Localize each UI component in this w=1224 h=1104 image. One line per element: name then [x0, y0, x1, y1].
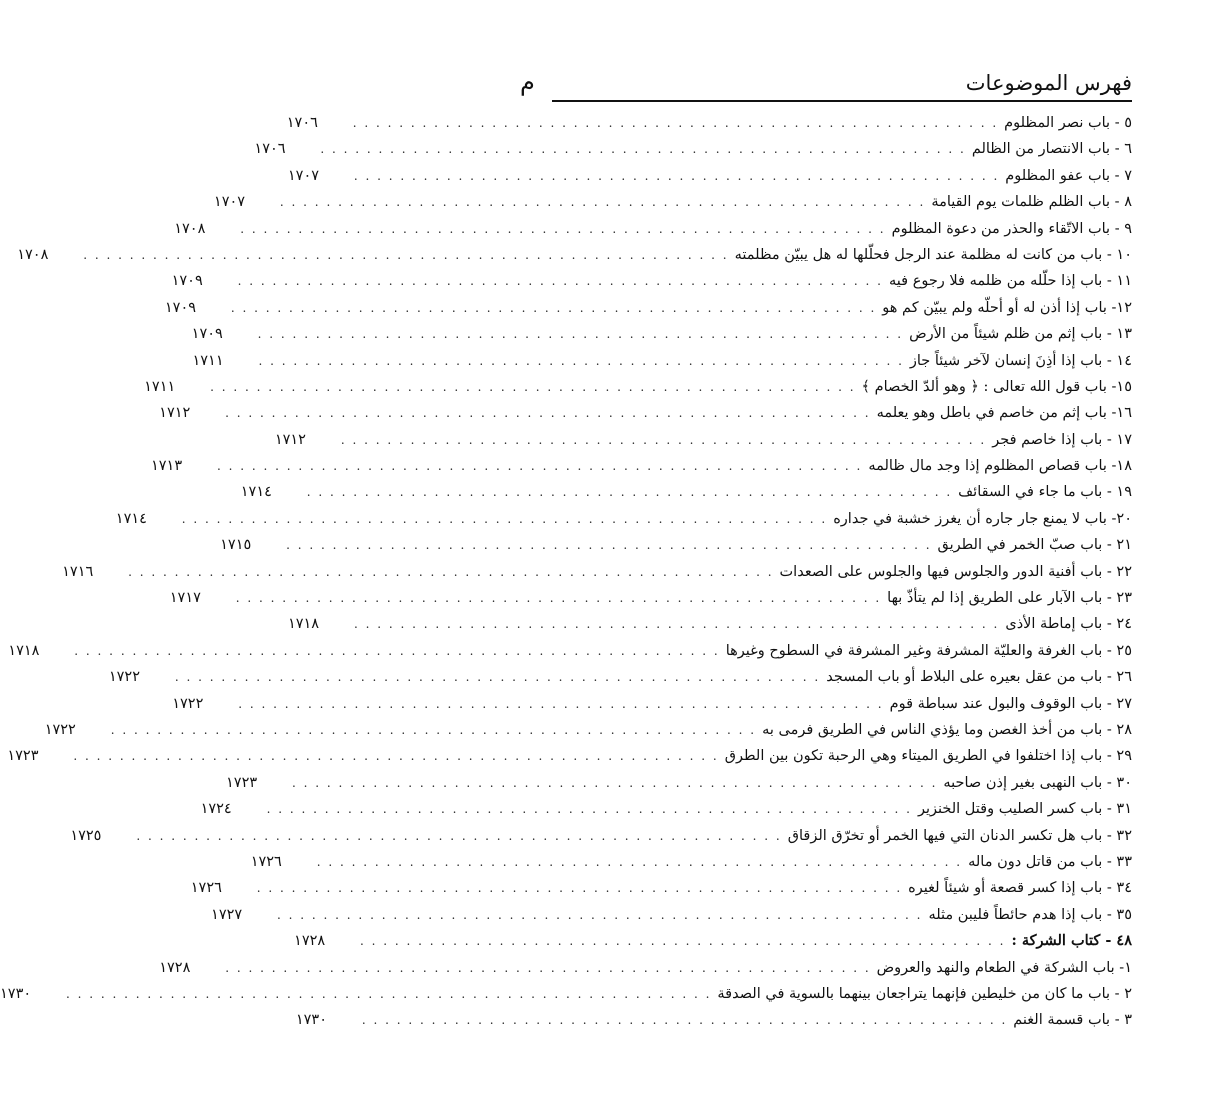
toc-entry [240, 479, 1132, 505]
toc-entry-page: ١٧٠٦ [286, 115, 318, 131]
toc-dot-leader: . . . . . . . . . . . . . . . . . . . . . . . . . . . . . . . . . . . . . . . . . . . . . . . . . . . . . . . . [257, 327, 904, 342]
toc-entry-title: ١- باب الشركة في الطعام والنهد والعروض [876, 959, 1132, 976]
toc-entry [200, 796, 1132, 822]
toc-entry-title: ٣٣ - باب من قاتل دون ماله [968, 853, 1132, 870]
toc-entry-page: ١٧١١ [192, 352, 224, 369]
toc-entry-page: ١٧١١ [144, 378, 176, 395]
toc-entry-title: ١٢- باب إذا أذن له أو أحلّه ولم يبيّن كم هو [882, 299, 1132, 316]
toc-entry-page: ١٧٠٩ [164, 299, 197, 316]
toc-entry [226, 770, 1132, 796]
toc-entry-title: ٢ - باب ما كان من خليطين فإنهما يتراجعان بينهما بالسوية في الصدقة [717, 985, 1132, 1002]
toc-entry-title: ٣٠ - باب النهبى بغير إذن صاحبه [943, 774, 1132, 791]
toc-dot-leader: . . . . . . . . . . . . . . . . . . . . . . . . . . . . . . . . . . . . . . . . . . . . . . . . . . . . . . . . [210, 379, 856, 394]
toc-entry-page: ١٧٠٧ [213, 194, 246, 211]
toc-entry-title: ٢١ - باب صبّ الخمر في الطريق [937, 537, 1132, 554]
toc-dot-leader: . . . . . . . . . . . . . . . . . . . . . . . . . . . . . . . . . . . . . . . . . . . . . . . . . . . . . . . . [216, 459, 863, 474]
toc-entry-page: ١٧٠٨ [174, 220, 206, 237]
toc-dot-leader: . . . . . . . . . . . . . . . . . . . . . . . . . . . . . . . . . . . . . . . . . . . . . . . . . . . . . . . . [266, 802, 912, 817]
toc-entry-page: ١٧٠٨ [17, 246, 49, 263]
toc-entry [159, 400, 1132, 426]
page-header [520, 68, 1132, 102]
toc-entry-title: ٨ - باب الظلم ظلمات يوم القيامة [931, 194, 1132, 211]
toc-dot-leader: . . . . . . . . . . . . . . . . . . . . . . . . . . . . . . . . . . . . . . . . . . . . . . . . . . . . . . . . [66, 986, 712, 1001]
toc-entry-page: ١٧١٦ [62, 563, 94, 580]
toc-entry-title: ٢٢ - باب أفنية الدور والجلوس فيها والجلوس على الصعدات [779, 563, 1132, 580]
toc-entry-page: ١٧٢٣ [7, 748, 39, 765]
toc-entry [144, 374, 1132, 400]
toc-entry-title: ٢٥ - باب الغرفة والعليّة المشرفة وغير المشرفة في السطوح وغيرها [725, 642, 1132, 659]
toc-entry [171, 268, 1132, 294]
toc-dot-leader: . . . . . . . . . . . . . . . . . . . . . . . . . . . . . . . . . . . . . . . . . . . . . . . . . . . . . . . . [240, 221, 886, 236]
toc-entry-page: ١٧١٣ [150, 458, 183, 475]
toc-entry-title: ٢٣ - باب الآبار على الطريق إذا لم يتأذّ بها [887, 590, 1132, 607]
toc-dot-leader: . . . . . . . . . . . . . . . . . . . . . . . . . . . . . . . . . . . . . . . . . . . . . . . . . . . . . . . . [136, 828, 782, 843]
toc-entry [164, 295, 1132, 321]
toc-entry-title: ١٤ - باب إذا أذِنَ إنسان لآخر شيئاً جاز [909, 352, 1132, 369]
toc-entry-page: ١٧٠٧ [287, 167, 320, 184]
toc-dot-leader: . . . . . . . . . . . . . . . . . . . . . . . . . . . . . . . . . . . . . . . . . . . . . . . . . . . . . . . . [83, 247, 729, 262]
toc-entry-title: ٣٤ - باب إذا كسر قصعة أو شيئاً لغيره [908, 880, 1132, 897]
toc-dot-leader: . . . . . . . . . . . . . . . . . . . . . . . . . . . . . . . . . . . . . . . . . . . . . . . . . . . . . . . . [286, 538, 932, 553]
toc-dot-leader: . . . . . . . . . . . . . . . . . . . . . . . . . . . . . . . . . . . . . . . . . . . . . . . . . . . . . . . . [74, 643, 720, 658]
toc-dot-leader: . . . . . . . . . . . . . . . . . . . . . . . . . . . . . . . . . . . . . . . . . . . . . . . . . . . . . . . . [360, 934, 1006, 949]
toc-entry-title: ٩ - باب الاتّقاء والحذر من دعوة المظلوم [891, 220, 1132, 237]
toc-entry [8, 638, 1132, 664]
table-of-contents [0, 110, 1132, 1034]
toc-dot-leader: . . . . . . . . . . . . . . . . . . . . . . . . . . . . . . . . . . . . . . . . . . . . . . . . . . . . . . . . [316, 854, 963, 869]
toc-entry-title: ٣ - باب قسمة الغنم [1013, 1012, 1132, 1029]
toc-entry-page: ١٧١٢ [159, 405, 191, 422]
toc-entry-title: ٢٠- باب لا يمنع جار جاره أن يغرز خشبة في جداره [833, 510, 1132, 527]
toc-entry-page: ١٧٠٦ [254, 141, 286, 158]
toc-entry-title: ١٨- باب قصاص المظلوم إذا وجد مال ظالمه [868, 458, 1132, 475]
toc-entry-title: ٥ - باب نصر المظلوم [1004, 115, 1132, 131]
toc-dot-leader: . . . . . . . . . . . . . . . . . . . . . . . . . . . . . . . . . . . . . . . . . . . . . . . . . . . . . . . . [258, 353, 904, 368]
toc-entry [174, 216, 1132, 242]
toc-entry-title: ١٩ - باب ما جاء في السقائف [958, 484, 1132, 501]
toc-dot-leader: . . . . . . . . . . . . . . . . . . . . . . . . . . . . . . . . . . . . . . . . . . . . . . . . . . . . . . . . [292, 775, 938, 790]
toc-entry-page: ١٧٢٧ [211, 906, 243, 923]
toc-entry-title: ١٠ - باب من كانت له مظلمة عند الرجل فحلّلها له هل يبيّن مظلمته [734, 246, 1132, 263]
toc-entry-title: ١١ - باب إذا حلّله من ظلمه فلا رجوع فيه [889, 273, 1132, 290]
toc-entry-title: ٤٨ - كتاب الشركة : [1011, 932, 1132, 950]
toc-entry [62, 559, 1132, 585]
toc-entry-title: ٢٩ - باب إذا اختلفوا في الطريق الميتاء وهي الرحبة تكون بين الطرق [724, 748, 1132, 765]
toc-entry [115, 506, 1132, 532]
toc-entry-title: ١٣ - باب إثم من ظلم شيئاً من الأرض [909, 326, 1132, 343]
toc-dot-leader: . . . . . . . . . . . . . . . . . . . . . . . . . . . . . . . . . . . . . . . . . . . . . . . . . . . . . . . . [73, 749, 719, 764]
toc-dot-leader: . . . . . . . . . . . . . . . . . . . . . . . . . . . . . . . . . . . . . . . . . . . . . . . . . . . . . . . . [110, 722, 757, 737]
toc-dot-leader: . . . . . . . . . . . . . . . . . . . . . . . . . . . . . . . . . . . . . . . . . . . . . . . . . . . . . . . . [256, 881, 903, 896]
toc-dot-leader: . . . . . . . . . . . . . . . . . . . . . . . . . . . . . . . . . . . . . . . . . . . . . . . . . . . . . . . . [238, 696, 884, 711]
toc-entry [211, 902, 1132, 928]
toc-entry-page: ١٧٢٢ [172, 695, 204, 712]
toc-entry [172, 691, 1132, 717]
toc-dot-leader: . . . . . . . . . . . . . . . . . . . . . . . . . . . . . . . . . . . . . . . . . . . . . . . . . . . . . . . . [353, 617, 1000, 632]
toc-entry-title: ٧ - باب عفو المظلوم [1005, 167, 1132, 184]
toc-entry-title: ٢٧ - باب الوقوف والبول عند سباطة قوم [889, 695, 1132, 712]
header-rule [552, 100, 1132, 102]
toc-entry [70, 823, 1132, 849]
toc-entry-title: ١٦- باب إثم من خاصم في باطل وهو يعلمه [876, 405, 1132, 422]
toc-entry [108, 664, 1132, 690]
page-title: فهرس الموضوعات [965, 71, 1132, 95]
toc-entry-title: ٦ - باب الانتصار من الظالم [971, 141, 1132, 158]
toc-entry [220, 532, 1132, 558]
toc-entry [286, 110, 1132, 136]
toc-dot-leader: . . . . . . . . . . . . . . . . . . . . . . . . . . . . . . . . . . . . . . . . . . . . . . . . . . . . . . . . [235, 591, 882, 606]
toc-dot-leader: . . . . . . . . . . . . . . . . . . . . . . . . . . . . . . . . . . . . . . . . . . . . . . . . . . . . . . . . [181, 511, 828, 526]
toc-dot-leader: . . . . . . . . . . . . . . . . . . . . . . . . . . . . . . . . . . . . . . . . . . . . . . . . . . . . . . . . [174, 670, 821, 685]
toc-entry-page: ١٧٠٩ [171, 273, 203, 290]
toc-entry-page: ١٧٢٨ [159, 959, 191, 976]
page-number: م [520, 68, 535, 96]
toc-entry [254, 136, 1132, 162]
toc-entry-page: ١٧١٢ [274, 431, 306, 448]
toc-entry-page: ١٧٢٦ [250, 853, 282, 870]
toc-entry-title: ٢٤ - باب إماطة الأذى [1005, 616, 1132, 633]
toc-entry-page: ١٧١٤ [240, 484, 272, 501]
toc-dot-leader: . . . . . . . . . . . . . . . . . . . . . . . . . . . . . . . . . . . . . . . . . . . . . . . . . . . . . . . . [237, 274, 883, 289]
toc-dot-leader: . . . . . . . . . . . . . . . . . . . . . . . . . . . . . . . . . . . . . . . . . . . . . . . . . . . . . . . . [225, 960, 871, 975]
toc-entry [190, 875, 1132, 901]
toc-entry-page: ١٧٢٥ [70, 827, 102, 844]
toc-entry-title: ٣٥ - باب إذا هدم حائطاً فليبن مثله [928, 906, 1132, 923]
toc-dot-leader: . . . . . . . . . . . . . . . . . . . . . . . . . . . . . . . . . . . . . . . . . . . . . . . . . . . . . . . . [340, 432, 987, 447]
toc-entry-title: ٢٨ - باب من أخذ الغصن وما يؤذي الناس في الطريق فرمى به [762, 721, 1132, 738]
toc-entry-page: ١٧٠٩ [191, 326, 223, 343]
toc-entry-page: ١٧١٧ [169, 590, 201, 607]
toc-entry [287, 163, 1132, 189]
toc-entry-page: ١٧٢٤ [200, 801, 232, 818]
toc-dot-leader: . . . . . . . . . . . . . . . . . . . . . . . . . . . . . . . . . . . . . . . . . . . . . . . . . . . . . . . . [128, 564, 774, 579]
toc-dot-leader: . . . . . . . . . . . . . . . . . . . . . . . . . . . . . . . . . . . . . . . . . . . . . . . . . . . . . . . . [353, 168, 1000, 183]
toc-entry-page: ١٧٣٠ [295, 1012, 328, 1029]
toc-entry [44, 717, 1132, 743]
toc-entry [295, 1007, 1132, 1033]
toc-entry-page: ١٧١٥ [220, 537, 252, 554]
toc-entry [0, 981, 1132, 1007]
toc-dot-leader: . . . . . . . . . . . . . . . . . . . . . . . . . . . . . . . . . . . . . . . . . . . . . . . . . . . . . . . . [279, 195, 926, 210]
toc-entry-page: ١٧١٤ [115, 510, 147, 527]
toc-entry-page: ١٧١٨ [287, 616, 320, 633]
toc-entry [150, 453, 1132, 479]
toc-dot-leader: . . . . . . . . . . . . . . . . . . . . . . . . . . . . . . . . . . . . . . . . . . . . . . . . . . . . . . . . [361, 1013, 1008, 1028]
toc-entry-page: ١٧٢٦ [190, 880, 222, 897]
toc-entry-page: ١٧١٨ [8, 642, 40, 659]
toc-entry-title: ٢٦ - باب من عقل بعيره على البلاط أو باب المسجد [826, 669, 1132, 686]
toc-dot-leader: . . . . . . . . . . . . . . . . . . . . . . . . . . . . . . . . . . . . . . . . . . . . . . . . . . . . . . . . [352, 116, 999, 130]
toc-entry [191, 321, 1132, 347]
toc-entry-title: ٣٢ - باب هل تكسر الدنان التي فيها الخمر أو تخرّق الزقاق [787, 827, 1132, 844]
toc-entry-page: ١٧٣٠ [0, 985, 32, 1002]
toc-entry-page: ١٧٢٨ [294, 933, 326, 950]
toc-entry [250, 849, 1132, 875]
toc-entry-title: ٣١ - باب كسر الصليب وقتل الخنزير [917, 801, 1132, 818]
toc-dot-leader: . . . . . . . . . . . . . . . . . . . . . . . . . . . . . . . . . . . . . . . . . . . . . . . . . . . . . . . . [225, 406, 871, 421]
toc-entry-title: ١٧ - باب إذا خاصم فجر [992, 431, 1132, 448]
toc-entry-page: ١٧٢٣ [226, 774, 258, 791]
toc-entry [287, 611, 1132, 637]
toc-entry [274, 427, 1132, 453]
toc-entry [159, 955, 1132, 981]
toc-section-heading [294, 928, 1132, 954]
toc-dot-leader: . . . . . . . . . . . . . . . . . . . . . . . . . . . . . . . . . . . . . . . . . . . . . . . . . . . . . . . . [306, 485, 953, 500]
toc-dot-leader: . . . . . . . . . . . . . . . . . . . . . . . . . . . . . . . . . . . . . . . . . . . . . . . . . . . . . . . . [230, 300, 877, 315]
toc-entry-page: ١٧٢٢ [108, 669, 140, 686]
toc-entry [213, 189, 1132, 215]
toc-entry [192, 348, 1132, 374]
toc-dot-leader: . . . . . . . . . . . . . . . . . . . . . . . . . . . . . . . . . . . . . . . . . . . . . . . . . . . . . . . . [320, 142, 966, 157]
toc-entry-title: ١٥- باب قول الله تعالى : ﴿ وهو ألدّ الخصام ﴾ [861, 378, 1132, 395]
toc-entry [17, 242, 1132, 268]
toc-dot-leader: . . . . . . . . . . . . . . . . . . . . . . . . . . . . . . . . . . . . . . . . . . . . . . . . . . . . . . . . [277, 907, 923, 922]
toc-entry-page: ١٧٢٢ [44, 721, 76, 738]
toc-entry [7, 743, 1132, 769]
toc-entry [169, 585, 1132, 611]
